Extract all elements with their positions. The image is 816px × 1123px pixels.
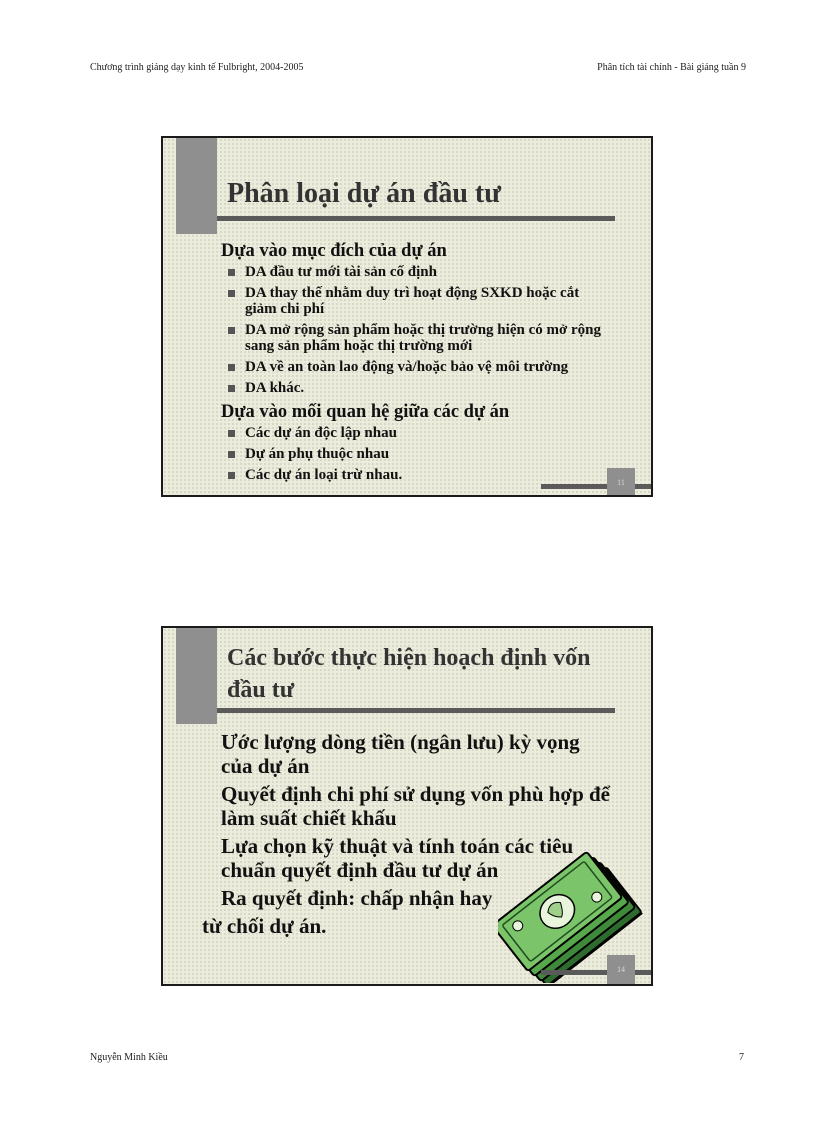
square-bullet-icon	[228, 472, 235, 479]
square-bullet-icon	[228, 327, 235, 334]
title-underline	[217, 216, 615, 221]
list-item	[221, 264, 611, 280]
step-item: Ra quyết định: chấp nhận hay	[221, 886, 493, 910]
bullet-list	[221, 425, 611, 483]
group-heading: Dựa vào mối quan hệ giữa các dự án	[221, 402, 510, 422]
list-item-text: Dự án phụ thuộc nhau	[245, 446, 390, 462]
square-bullet-icon	[228, 430, 235, 437]
list-item	[221, 380, 611, 396]
list-item-text: DA khác.	[245, 380, 305, 396]
slide-number: 11	[607, 468, 635, 497]
list-item	[221, 467, 611, 483]
step-item: từ chối dự án.	[202, 914, 327, 938]
title-underline	[217, 708, 615, 713]
list-item-text: DA đầu tư mới tài sản cố định	[245, 264, 437, 280]
list-item	[221, 285, 611, 317]
list-item-text: Các dự án loại trừ nhau.	[245, 467, 403, 483]
square-bullet-icon	[228, 364, 235, 371]
square-bullet-icon	[228, 451, 235, 458]
document-footer-author: Nguyễn Minh Kiều	[90, 1052, 168, 1063]
step-item: Ước lượng dòng tiền (ngân lưu) kỳ vọng của dự án	[221, 730, 580, 778]
slide-content	[221, 240, 611, 488]
list-item-text: DA mở rộng sản phẩm hoặc thị trường hiện có mở rộng sang sản phẩm hoặc thị trường mới	[245, 322, 602, 354]
slide-title: Phân loại dự án đầu tư	[227, 178, 502, 209]
square-bullet-icon	[228, 290, 235, 297]
step-item: Quyết định chi phí sử dụng vốn phù hợp để làm suất chiết khấu	[221, 782, 610, 830]
list-item-text: Các dự án độc lập nhau	[245, 425, 397, 441]
slide-accent-stripe	[176, 138, 217, 234]
list-item-text: DA thay thế nhằm duy trì hoạt động SXKD hoặc cắt giảm chi phí	[245, 285, 580, 317]
list-item	[221, 446, 611, 462]
square-bullet-icon	[228, 385, 235, 392]
list-item	[221, 425, 611, 441]
document-page-number: 7	[739, 1052, 744, 1063]
step-item: Lựa chọn kỹ thuật và tính toán các tiêu chuẩn quyết định đầu tư dự án	[221, 834, 574, 882]
list-item	[221, 322, 611, 354]
document-header-course: Chương trình giảng dạy kinh tế Fulbright, 2004-2005	[90, 62, 304, 73]
slide-number: 14	[607, 955, 635, 984]
document-header-lecture: Phân tích tài chính - Bài giảng tuần 9	[597, 62, 746, 73]
list-item	[221, 359, 611, 375]
slide-capital-budgeting-steps	[161, 626, 653, 986]
list-item-text: DA về an toàn lao động và/hoặc bảo vệ môi trường	[245, 359, 569, 375]
square-bullet-icon	[228, 269, 235, 276]
group-heading: Dựa vào mục đích của dự án	[221, 241, 447, 261]
slide-title: Các bước thực hiện hoạch định vốn đầu tư	[227, 645, 591, 703]
slide-classification	[161, 136, 653, 497]
bullet-list	[221, 264, 611, 396]
slide-accent-stripe	[176, 628, 217, 724]
